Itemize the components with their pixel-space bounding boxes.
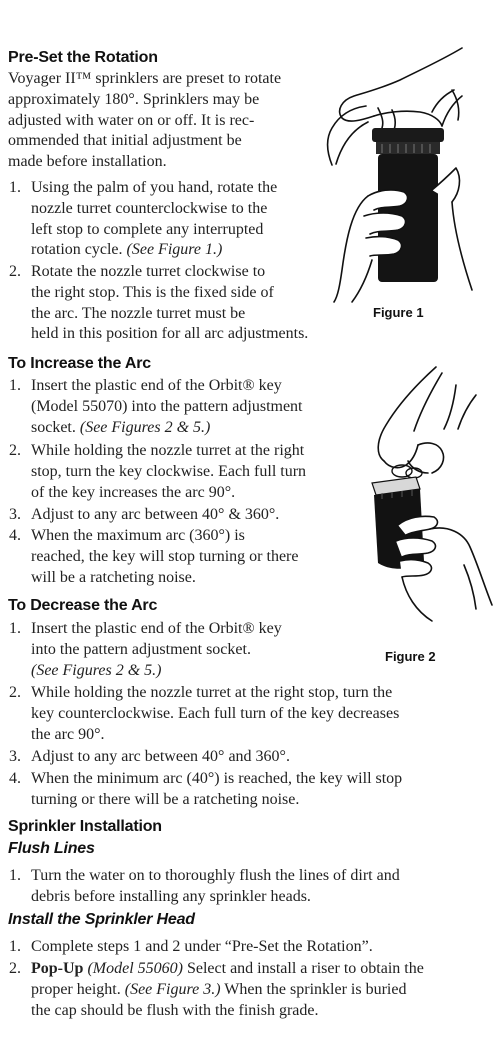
step-line: turning or there will be a ratcheting noise. — [31, 790, 300, 808]
step-line: When the minimum arc (40°) is reached, the key will stop — [31, 770, 403, 787]
subheading-flush-lines: Flush Lines — [8, 840, 95, 857]
pop-up-label: Pop-Up — [31, 960, 84, 977]
step-number: 3. — [9, 506, 21, 523]
heading-decrease-arc: To Decrease the Arc — [8, 597, 158, 614]
preset-intro-line: adjusted with water on or off. It is rec- — [8, 111, 255, 129]
preset-intro — [8, 69, 281, 173]
preset-intro-line: made before installation. — [8, 153, 167, 171]
step-number: 1. — [9, 867, 21, 884]
step-line: Turn the water on to thoroughly flush the lines of dirt and — [31, 867, 400, 884]
step-line: the right stop. This is the fixed side of — [31, 283, 274, 301]
decrease-step-2 — [31, 683, 399, 745]
step-line: While holding the nozzle turret at the right stop, turn the — [31, 684, 393, 701]
step-line: debris before installing any sprinkler heads. — [31, 887, 311, 905]
step-line: key counterclockwise. Each full turn of the key decreases — [31, 704, 400, 722]
step-number: 2. — [9, 263, 21, 280]
preset-intro-line: Voyager II™ sprinklers are preset to rotate — [8, 70, 282, 87]
decrease-step-4 — [31, 769, 402, 811]
preset-intro-line: ommended that initial adjustment be — [8, 132, 242, 150]
step-line: socket. (See Figures 2 & 5.) — [31, 418, 211, 436]
figure-2-caption: Figure 2 — [385, 649, 436, 664]
step-number: 3. — [9, 748, 21, 765]
install-step-2 — [31, 959, 424, 1021]
step-number: 1. — [9, 377, 21, 394]
step-line: While holding the nozzle turret at the right — [31, 442, 305, 459]
step-line: into the pattern adjustment socket. — [31, 640, 251, 658]
step-number: 2. — [9, 960, 21, 977]
heading-preset-rotation: Pre-Set the Rotation — [8, 49, 158, 66]
step-line: When the maximum arc (360°) is — [31, 527, 245, 544]
step-line: proper height. (See Figure 3.) When the sprinkler is buried — [31, 980, 407, 998]
figure-1-illustration — [312, 40, 497, 305]
step-number: 1. — [9, 938, 21, 955]
decrease-step-3: Adjust to any arc between 40° and 360°. — [31, 748, 290, 765]
step-line: the arc 90°. — [31, 725, 105, 743]
step-line: Insert the plastic end of the Orbit® key — [31, 620, 282, 637]
figure-2-illustration — [346, 365, 496, 627]
step-line: stop, turn the key clockwise. Each full turn — [31, 462, 307, 480]
heading-increase-arc: To Increase the Arc — [8, 355, 151, 372]
figure-reference: (See Figures 2 & 5.) — [79, 418, 211, 436]
step-line: reached, the key will stop turning or there — [31, 547, 299, 565]
step-line: the cap should be flush with the finish grade. — [31, 1001, 319, 1019]
figure-reference: (See Figures 2 & 5.) — [31, 661, 162, 679]
subheading-install-head: Install the Sprinkler Head — [8, 911, 195, 928]
step-line: of the key increases the arc 90°. — [31, 483, 236, 501]
figure-reference: (See Figure 1.) — [126, 241, 223, 259]
flush-step-1 — [31, 866, 400, 908]
step-number: 1. — [9, 179, 21, 196]
increase-step-3: Adjust to any arc between 40° & 360°. — [31, 506, 280, 523]
step-number: 2. — [9, 442, 21, 459]
step-number: 4. — [9, 527, 21, 544]
step-number: 1. — [9, 620, 21, 637]
step-line: (Model 55070) into the pattern adjustment — [31, 397, 303, 415]
step-line: rotation cycle. (See Figure 1.) — [31, 241, 223, 259]
step-line: held in this position for all arc adjustments. — [31, 325, 309, 343]
step-line: nozzle turret counterclockwise to the — [31, 199, 268, 217]
increase-step-2 — [31, 441, 306, 503]
increase-step-4 — [31, 526, 298, 588]
install-step-1: Complete steps 1 and 2 under “Pre-Set the Rotation”. — [31, 938, 373, 955]
step-line: Pop-Up (Model 55060) Select and install a riser to obtain the — [31, 960, 424, 977]
model-reference: (Model 55060) — [87, 960, 183, 977]
figure-1-caption: Figure 1 — [373, 305, 424, 320]
step-line: left stop to complete any interrupted — [31, 220, 264, 238]
step-line: Insert the plastic end of the Orbit® key — [31, 377, 282, 394]
step-line: Using the palm of you hand, rotate the — [31, 179, 278, 196]
step-line: Rotate the nozzle turret clockwise to — [31, 263, 266, 280]
heading-sprinkler-installation: Sprinkler Installation — [8, 818, 162, 835]
step-line: will be a ratcheting noise. — [31, 568, 196, 586]
preset-step-2 — [31, 262, 308, 345]
step-number: 2. — [9, 684, 21, 701]
preset-step-1 — [31, 178, 277, 261]
decrease-step-1 — [31, 619, 282, 681]
preset-intro-line: approximately 180°. Sprinklers may be — [8, 90, 260, 108]
increase-step-1 — [31, 376, 303, 438]
figure-reference: (See Figure 3.) — [124, 980, 221, 998]
step-line: the arc. The nozzle turret must be — [31, 304, 246, 322]
step-number: 4. — [9, 770, 21, 787]
